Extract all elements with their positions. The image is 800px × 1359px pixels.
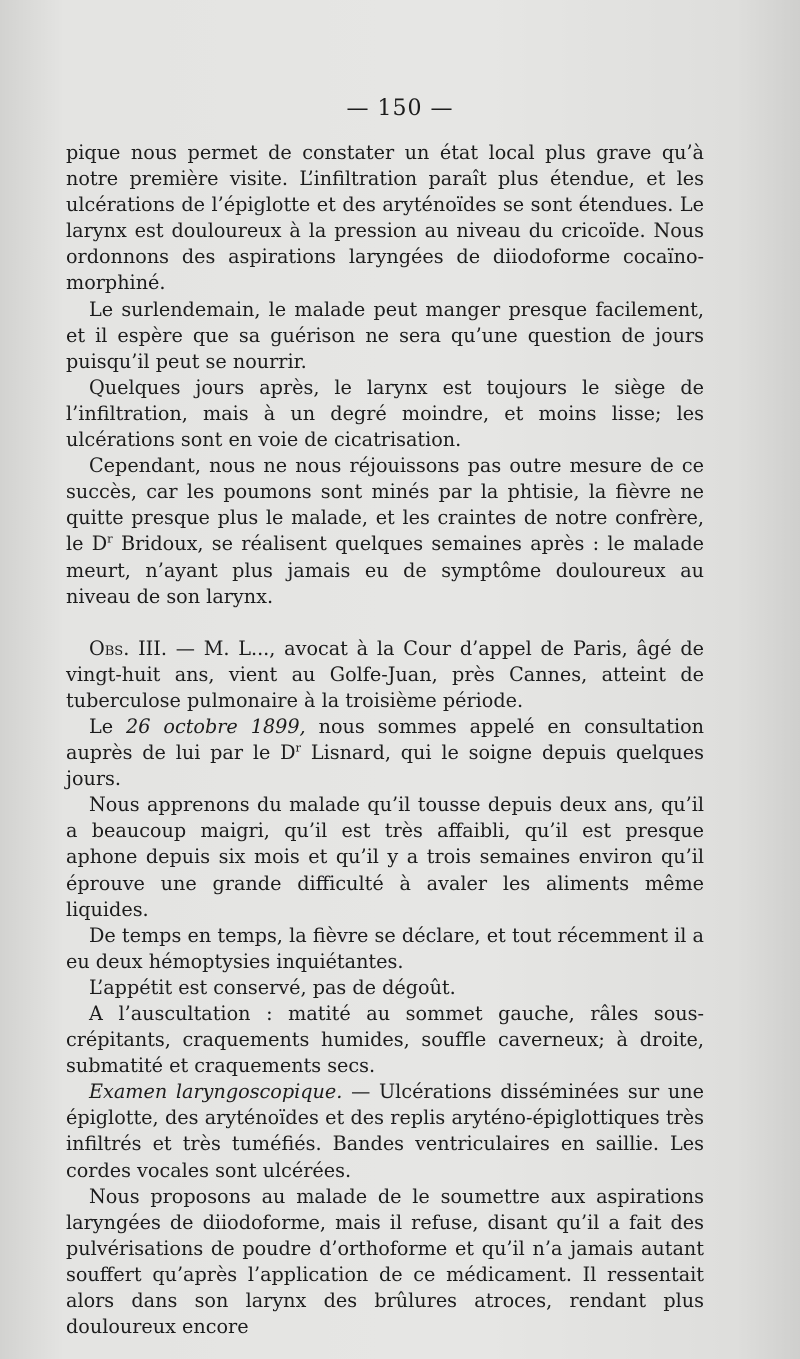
text-span: Cependant, nous ne nous réjouissons pas outre mesure de ce succès, car les poumons sont minés par la phtisie, la fièvre ne quitte presque plus le malade, et les craintes de notre confrère, le D xyxy=(66,454,704,556)
paragraph: Quelques jours après, le larynx est toujours le siège de l’infiltration, mais à un degré moindre, et moins lisse; les ulcérations sont en voie de cicatrisation. xyxy=(66,375,704,452)
paragraph: L’appétit est conservé, pas de dégoût. xyxy=(89,975,456,999)
paragraph: Nous apprenons du malade qu’il tousse depuis deux ans, qu’il a beaucoup maigri, qu’il est très affaibli, qu’il est presque aphone depuis six mois et qu’il y a trois semaines environ qu’il éprouve une grande difficulté à avaler les aliments même liquides. xyxy=(66,793,704,921)
body-text xyxy=(66,140,704,1340)
paragraph xyxy=(66,1079,704,1183)
text-span: — M. L..., avocat à la Cour d’appel de Paris, âgé de vingt-huit ans, vient au Golfe-Juan, près Cannes, atteint de tuberculose pulmonaire à la troisième période. xyxy=(66,636,704,712)
text-span: — Ulcérations disséminées sur une épiglotte, des aryténoïdes et des replis aryténo-épiglottiques très infiltrés et très tuméfiés. Bandes ventriculaires en saillie. Les cordes vocales sont ulcérées. xyxy=(66,1080,705,1182)
observation-label: Obs. III. xyxy=(89,636,167,660)
paragraph: pique nous permet de constater un état local plus grave qu’à notre première visite. L’infiltration paraît plus étendue, et les ulcérations de l’épiglotte et des aryténoïdes se sont étendues. Le larynx est douloureux à la pression au niveau du cricoïde. Nous ordonnons des aspirations laryngées de diiodoforme cocaïno-morphiné. xyxy=(66,141,704,295)
text-span: nous sommes appelé en consultation auprès de lui par le D xyxy=(66,714,704,765)
superscript: r xyxy=(295,740,302,755)
paragraph: Nous proposons au malade de le soumettre aux aspirations laryngées de diiodoforme, mais il refuse, disant qu’il a fait des pulvérisations de poudre d’orthoforme et qu’il n’a jamais autant souffert qu’après l’application de ce médicament. Il ressentait alors dans son larynx des brûlures atroces, rendant plus douloureux encore xyxy=(66,1184,704,1339)
paragraph xyxy=(66,714,704,792)
text-span: Lisnard, qui le soigne depuis quelques jours. xyxy=(66,741,704,791)
text-span: Bridoux, se réalisent quelques semaines après : le malade meurt, n’ayant plus jamais eu de symptôme douloureux au niveau de son larynx. xyxy=(66,532,704,608)
paragraph: De temps en temps, la fièvre se déclare, et tout récemment il a eu deux hémoptysies inquiétantes. xyxy=(66,923,704,973)
paragraph: Le surlendemain, le malade peut manger presque facilement, et il espère que sa guérison ne sera qu’une question de jours puisqu’il peut se nourrir. xyxy=(66,297,704,373)
section-label: Examen laryngoscopique. xyxy=(89,1080,343,1104)
paragraph xyxy=(66,453,704,610)
page-number: — 150 — xyxy=(346,96,454,121)
observation-heading-paragraph xyxy=(66,636,704,714)
superscript: r xyxy=(107,532,113,547)
date: 26 octobre 1899, xyxy=(126,714,306,738)
text-span: Le xyxy=(89,714,127,738)
paragraph: A l’auscultation : matité au sommet gauche, râles sous-crépitants, craquements humides, souffle caverneux; à droite, submatité et craquements secs. xyxy=(66,1002,704,1078)
